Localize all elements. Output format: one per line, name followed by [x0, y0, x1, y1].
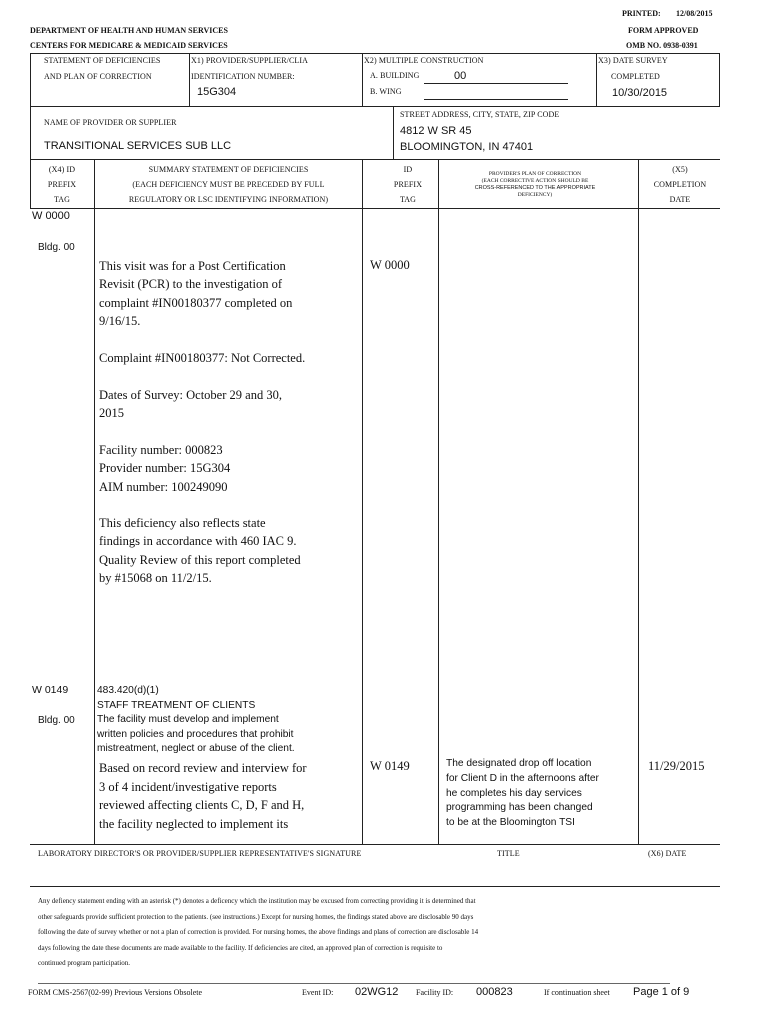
x1-label-2: IDENTIFICATION NUMBER:	[191, 72, 295, 81]
text-line: programming has been changed	[446, 802, 593, 814]
omb-number: OMB NO. 0938-0391	[626, 41, 698, 50]
plan-label-2: (EACH CORRECTIVE ACTION SHOULD BE	[481, 178, 589, 184]
grid-row-line-2	[30, 159, 720, 160]
statement-label-1: STATEMENT OF DEFICIENCIES	[44, 56, 161, 65]
summary-label-3: REGULATORY OR LSC IDENTIFYING INFORMATION)	[128, 195, 329, 204]
paragraph-state-findings	[99, 514, 301, 587]
body-bottom-line	[30, 844, 720, 845]
x5-label-3: DATE	[669, 195, 691, 204]
id-label-1: ID	[403, 165, 413, 174]
facility-id-value: 000823	[476, 986, 513, 998]
address-label: STREET ADDRESS, CITY, STATE, ZIP CODE	[400, 110, 560, 119]
x5-label-2: COMPLETION	[653, 180, 707, 189]
text-line: Facility number: 000823	[99, 443, 223, 457]
disclaimer-line: other safeguards provide sufficient protection to the patients. (see instructions.) Except for nursing homes, the findings stated above are disclosable 90 days	[38, 912, 474, 921]
building-label: A. BUILDING	[370, 71, 420, 80]
address-line-2: BLOOMINGTON, IN 47401	[400, 141, 534, 153]
x3-label-2: COMPLETED	[611, 72, 660, 81]
text-line: STAFF TREATMENT OF CLIENTS	[97, 699, 256, 711]
footer-rule	[38, 983, 670, 984]
paragraph-pcr	[99, 257, 292, 330]
x2-label: X2) MULTIPLE CONSTRUCTION	[364, 56, 484, 65]
summary-label-2: (EACH DEFICIENCY MUST BE PRECEDED BY FULL	[132, 180, 325, 189]
disclaimer	[38, 894, 478, 972]
x4-label-2: PREFIX	[47, 180, 77, 189]
text-line: Quality Review of this report completed	[99, 552, 301, 567]
form-approved: FORM APPROVED	[628, 26, 699, 35]
grid-divider-3	[596, 53, 597, 106]
text-line: Complaint #IN00180377: Not Corrected.	[99, 351, 306, 365]
form-number: FORM CMS-2567(02-99) Previous Versions Obsolete	[28, 988, 203, 997]
plan-label-4: DEFICIENCY)	[517, 192, 553, 198]
paragraph-facility	[99, 441, 230, 496]
text-line: Revisit (PCR) to the investigation of	[99, 277, 282, 292]
id-label-3: TAG	[399, 195, 417, 204]
text-line: to be at the Bloomington TSI	[446, 817, 575, 829]
grid-divider-1	[189, 53, 190, 106]
text-line: reviewed affecting clients C, D, F and H,	[99, 798, 305, 813]
provider-name-value: TRANSITIONAL SERVICES SUB LLC	[44, 140, 232, 152]
statement-label-2: AND PLAN OF CORRECTION	[44, 72, 152, 81]
text-line: This visit was for a Post Certification	[99, 259, 286, 273]
text-line: This deficiency also reflects state	[99, 516, 266, 530]
paragraph-findings	[99, 759, 307, 833]
grid-right-border	[719, 53, 720, 106]
provider-id-value: 15G304	[197, 86, 237, 98]
signature-bottom-line	[30, 886, 720, 887]
x4-label-3: TAG	[53, 195, 71, 204]
text-line: by #15068 on 11/2/15.	[99, 570, 212, 585]
w0149-building: Bldg. 00	[38, 715, 75, 726]
disclaimer-line: Any defiency statement ending with an asterisk (*) denotes a deficency which the institution may be excused from correcting providing it is determined that	[38, 897, 476, 905]
x5-label-1: (X5)	[672, 165, 688, 174]
summary-label-1: SUMMARY STATEMENT OF DEFICIENCIES	[148, 165, 309, 174]
cms-title: CENTERS FOR MEDICARE & MEDICAID SERVICES	[30, 41, 228, 50]
w0000-id-tag: W 0000	[370, 258, 410, 272]
department-title: DEPARTMENT OF HEALTH AND HUMAN SERVICES	[30, 26, 228, 35]
text-line: 9/16/15.	[99, 313, 141, 328]
w0149-tag: W 0149	[32, 684, 69, 696]
plan-of-correction	[446, 757, 599, 831]
provider-name-label: NAME OF PROVIDER OR SUPPLIER	[44, 118, 177, 127]
plan-label-3: CROSS-REFERENCED TO THE APPROPRIATE	[474, 185, 596, 191]
continuation-label: If continuation sheet	[544, 988, 610, 997]
wing-label: B. WING	[370, 87, 402, 96]
completion-date: 11/29/2015	[648, 759, 705, 773]
title-label: TITLE	[497, 849, 520, 858]
paragraph-dates	[99, 386, 282, 423]
x6-date-label: (X6) DATE	[648, 849, 687, 858]
col-divider-id	[438, 159, 439, 845]
address-line-1: 4812 W SR 45	[400, 125, 472, 137]
text-line: The designated drop off location	[446, 758, 592, 769]
x4-label-1: (X4) ID	[48, 165, 76, 174]
grid-row-line-1	[30, 106, 720, 107]
col-divider-tag	[94, 159, 95, 845]
header-bottom-line	[30, 208, 720, 209]
disclaimer-line: following the date of survey whether or not a plan of correction is provided. For nursing homes, the above findings and plans of correction are disclosable 14	[38, 928, 479, 936]
text-line: the facility neglected to implement its	[99, 816, 289, 831]
text-line: mistreatment, neglect or abuse of the client.	[97, 743, 295, 755]
text-line: he completes his day services	[446, 787, 582, 799]
grid-top-line	[30, 53, 720, 54]
wing-underline	[424, 99, 568, 100]
event-id-value: 02WG12	[355, 986, 399, 998]
w0000-building: Bldg. 00	[38, 242, 75, 253]
text-line: Provider number: 15G304	[99, 461, 231, 476]
text-line: 3 of 4 incident/investigative reports	[99, 779, 277, 794]
x1-label-1: X1) PROVIDER/SUPPLIER/CLIA	[191, 56, 309, 65]
grid-divider-2	[362, 53, 363, 106]
text-line: Based on record review and interview for	[99, 761, 307, 775]
printed-label: PRINTED:	[622, 9, 661, 18]
regulation-text	[97, 684, 295, 757]
text-line: for Client D in the afternoons after	[446, 772, 599, 784]
w0000-tag: W 0000	[32, 210, 70, 222]
text-line: 2015	[99, 406, 124, 421]
col-divider-plan	[638, 159, 639, 845]
page-number: Page 1 of 9	[633, 986, 690, 998]
text-line: complaint #IN00180377 completed on	[99, 295, 293, 310]
survey-date-value: 10/30/2015	[612, 87, 668, 99]
name-address-divider	[393, 106, 394, 159]
col-divider-summary	[362, 159, 363, 845]
x3-label-1: X3) DATE SURVEY	[598, 56, 668, 65]
name-left-border	[30, 106, 31, 159]
text-line: 483.420(d)(1)	[97, 685, 159, 696]
plan-label-1: PROVIDER'S PLAN OF CORRECTION	[488, 171, 582, 177]
signature-label: LABORATORY DIRECTOR'S OR PROVIDER/SUPPLIER REPRESENTATIVE'S SIGNATURE	[38, 849, 362, 858]
id-label-2: PREFIX	[393, 180, 423, 189]
col-left-border-header	[30, 159, 31, 208]
building-underline	[424, 83, 568, 84]
event-id-label: Event ID:	[302, 988, 334, 997]
building-value: 00	[454, 70, 467, 82]
paragraph-complaint	[99, 349, 305, 367]
text-line: The facility must develop and implement	[97, 714, 279, 726]
w0149-id-tag: W 0149	[370, 759, 410, 773]
text-line: findings in accordance with 460 IAC 9.	[99, 534, 297, 549]
grid-left-border	[30, 53, 31, 106]
disclaimer-line: continued program participation.	[38, 959, 130, 967]
text-line: Dates of Survey: October 29 and 30,	[99, 388, 282, 402]
disclaimer-line: days following the date these documents are made available to the facility. If deficiencies are cited, an approved plan of correction is requisite to	[38, 943, 443, 952]
facility-id-label: Facility ID:	[416, 988, 454, 997]
text-line: written policies and procedures that prohibit	[97, 728, 294, 740]
printed-date: 12/08/2015	[676, 9, 713, 18]
text-line: AIM number: 100249090	[99, 479, 228, 494]
